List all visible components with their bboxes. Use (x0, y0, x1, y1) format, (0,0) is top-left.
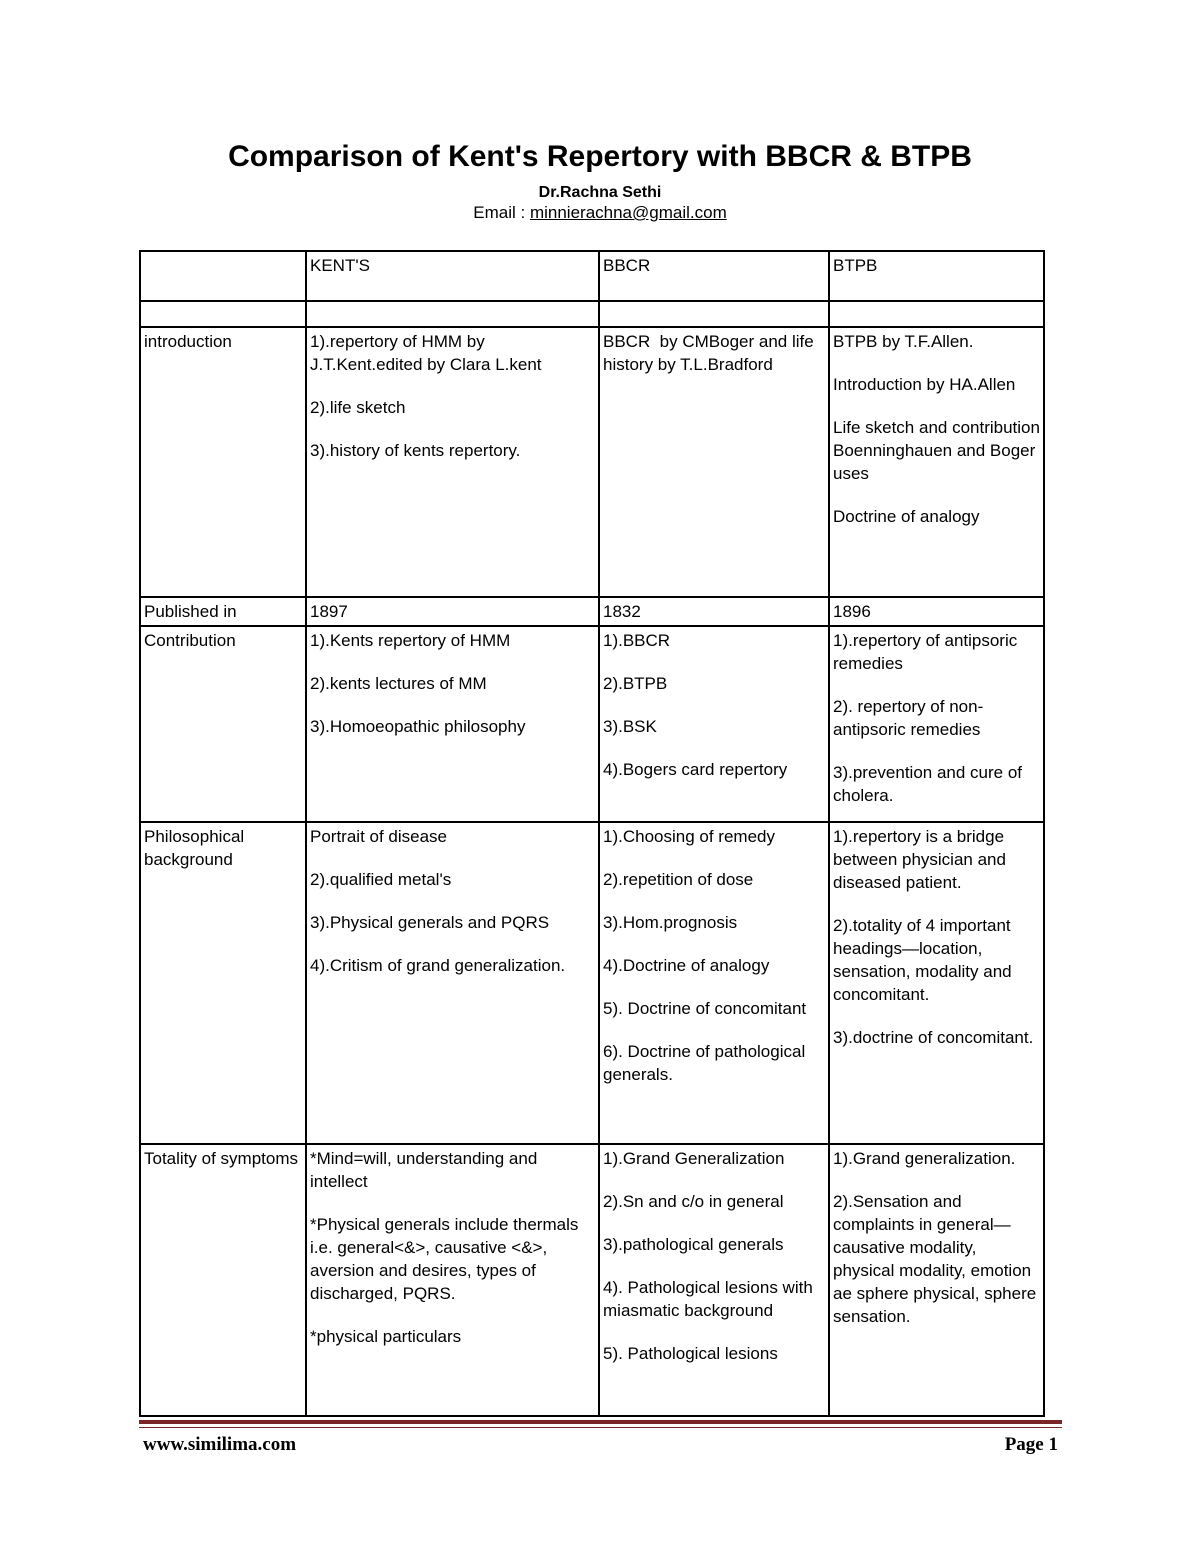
kent-cell (306, 327, 599, 597)
cell-line: BBCR by CMBoger and life history by T.L.Bradford (603, 332, 819, 374)
cell-line: 4). Pathological lesions with miasmatic background (603, 1278, 818, 1320)
cell-line: 2).repetition of dose (603, 870, 754, 889)
btpb-cell (829, 327, 1044, 597)
cell-line: 4).Critism of grand generalization. (310, 956, 566, 975)
header-cell-bbcr: BBCR (599, 251, 829, 301)
cell-line: 3).Homoeopathic philosophy (310, 717, 526, 736)
table-spacer-row (140, 301, 1044, 327)
cell-line: 1).Kents repertory of HMM (310, 631, 511, 650)
cell-line: 1).BBCR (603, 631, 671, 650)
cell-line: 3).prevention and cure of cholera. (833, 763, 1027, 805)
footer-divider-thin (139, 1427, 1062, 1428)
kent-cell (306, 822, 599, 1144)
row-label: Published in (140, 597, 306, 626)
row-label: Philosophical background (140, 822, 306, 1144)
spacer-cell (599, 301, 829, 327)
bbcr-cell (599, 327, 829, 597)
cell-line: 2). repertory of non-antipsoric remedies (833, 697, 984, 739)
table-row (140, 327, 1044, 597)
row-label: introduction (140, 327, 306, 597)
cell-line: 1).repertory of antipsoric remedies (833, 631, 1022, 673)
email-link[interactable]: minnierachna@gmail.com (529, 203, 727, 222)
cell-line: 5). Pathological lesions (603, 1344, 778, 1363)
row-label: Totality of symptoms (140, 1144, 306, 1416)
comparison-table (139, 250, 1045, 1417)
cell-line: 3).Hom.prognosis (603, 913, 738, 932)
cell-line: 3).pathological generals (603, 1235, 784, 1254)
btpb-cell (829, 626, 1044, 822)
btpb-cell (829, 822, 1044, 1144)
cell-line: 1).repertory of HMM by J.T.Kent.edited by Clara L.kent (310, 332, 542, 374)
table-row (140, 1144, 1044, 1416)
spacer-cell (829, 301, 1044, 327)
kent-cell (306, 1144, 599, 1416)
cell-line: Portrait of disease (310, 827, 448, 846)
cell-line: 4).Doctrine of analogy (603, 956, 770, 975)
spacer-cell (306, 301, 599, 327)
cell-line: 2).qualified metal's (310, 870, 452, 889)
footer-website: www.similima.com (143, 1434, 297, 1455)
table-row (140, 822, 1044, 1144)
cell-line: 2).Sn and c/o in general (603, 1192, 784, 1211)
cell-line: *Mind=will, understanding and intellect (310, 1149, 543, 1191)
cell-line: 3).BSK (603, 717, 657, 736)
cell-line: BTPB by T.F.Allen. (833, 332, 974, 351)
bbcr-cell: 1832 (599, 597, 829, 626)
cell-line: 2).BTPB (603, 674, 668, 693)
kent-cell: 1897 (306, 597, 599, 626)
header-cell-btpb: BTPB (829, 251, 1044, 301)
header-cell-empty (140, 251, 306, 301)
cell-line: Doctrine of analogy (833, 507, 980, 526)
cell-line: 2).totality of 4 important headings—location, sensation, modality and concomitant. (833, 916, 1017, 1004)
bbcr-cell (599, 822, 829, 1144)
email-line (0, 203, 1200, 223)
cell-line: 1).Grand generalization. (833, 1149, 1016, 1168)
cell-line: 5). Doctrine of concomitant (603, 999, 807, 1018)
row-label: Contribution (140, 626, 306, 822)
footer-page-number: Page 1 (1004, 1434, 1058, 1455)
cell-line: 6). Doctrine of pathological generals. (603, 1042, 810, 1084)
cell-line: 3).Physical generals and PQRS (310, 913, 550, 932)
cell-line: 1).Choosing of remedy (603, 827, 775, 846)
cell-line: Introduction by HA.Allen (833, 375, 1016, 394)
spacer-cell (140, 301, 306, 327)
cell-line: *Physical generals include thermals i.e. general<&>, causative <&>, aversion and desires, types of discharged, PQRS. (310, 1215, 584, 1303)
cell-line: 3).doctrine of concomitant. (833, 1028, 1034, 1047)
table-row (140, 597, 1044, 626)
cell-line: 2).life sketch (310, 398, 406, 417)
cell-line: 1).repertory is a bridge between physician and diseased patient. (833, 827, 1011, 892)
table-header-row (140, 251, 1044, 301)
bbcr-cell (599, 1144, 829, 1416)
email-label: Email : (473, 203, 530, 222)
footer-divider (139, 1420, 1062, 1424)
document-title: Comparison of Kent's Repertory with BBCR & BTPB (228, 140, 972, 173)
btpb-cell: 1896 (829, 597, 1044, 626)
cell-line: *physical particulars (310, 1327, 462, 1346)
btpb-cell (829, 1144, 1044, 1416)
cell-line: 2).Sensation and complaints in general—causative modality, physical modality, emotion ae sphere physical, sphere sensation. (833, 1192, 1041, 1326)
kent-cell (306, 626, 599, 822)
bbcr-cell (599, 626, 829, 822)
cell-line: 4).Bogers card repertory (603, 760, 788, 779)
header-cell-kent: KENT'S (306, 251, 599, 301)
cell-line: 1).Grand Generalization (603, 1149, 785, 1168)
cell-line: Life sketch and contribution Boenninghauen and Boger uses (833, 418, 1045, 483)
table-row (140, 626, 1044, 822)
cell-line: 3).history of kents repertory. (310, 441, 521, 460)
author-name: Dr.Rachna Sethi (538, 184, 662, 201)
cell-line: 2).kents lectures of MM (310, 674, 487, 693)
